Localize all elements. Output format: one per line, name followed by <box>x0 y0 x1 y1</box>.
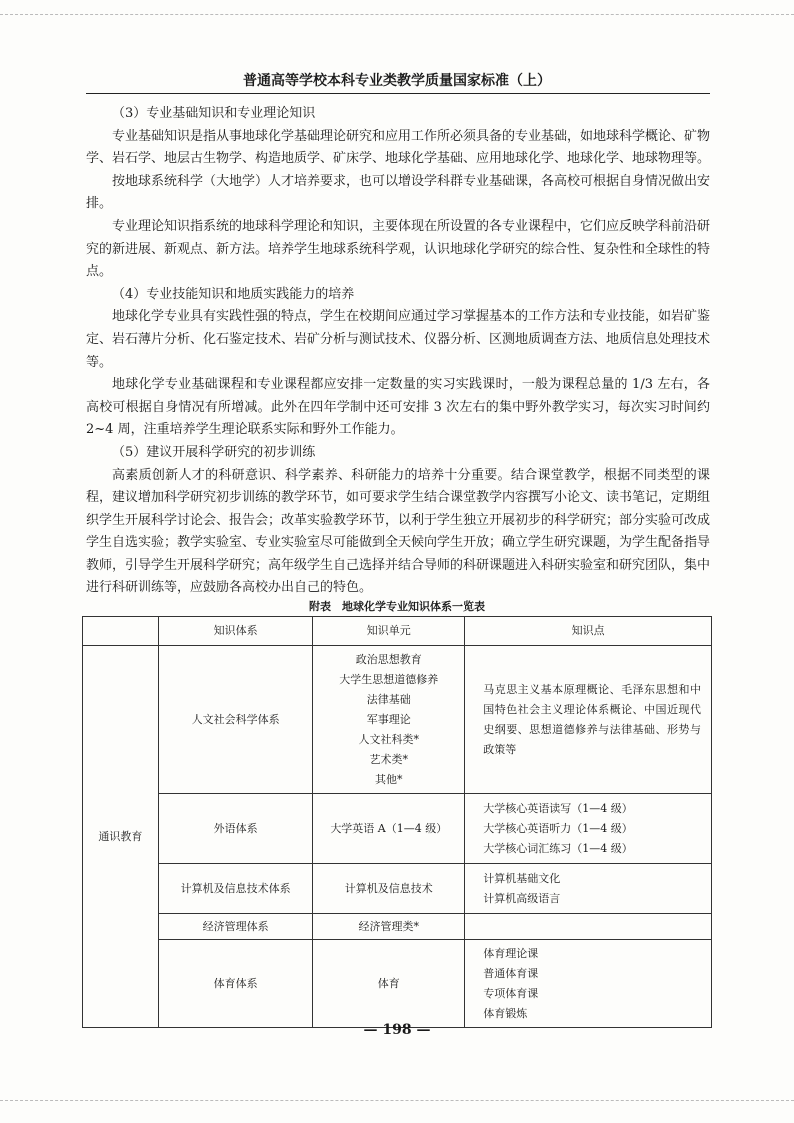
units-cell <box>313 646 465 794</box>
table-row <box>83 940 712 1028</box>
scan-edge-top <box>0 14 794 15</box>
table-title: 附表 地球化学专业知识体系一览表 <box>309 600 485 613</box>
unit-item: 大学生思想道德修养 <box>339 672 439 686</box>
section-heading: （4）专业技能知识和地质实践能力的培养 <box>112 286 355 302</box>
column-header: 知识体系 <box>158 617 313 646</box>
column-header: 知识单元 <box>313 617 465 646</box>
header-rule <box>86 93 710 94</box>
paragraph: 地球化学专业具有实践性强的特点，学生在校期间应通过学习掌握基本的工作方法和专业技能，如岩矿鉴定、岩石薄片分析、化石鉴定技术、岩矿分析与测试技术、仪器分析、区测地质调查方法、地质信息处理技术等。 <box>86 309 711 370</box>
system-cell: 体育体系 <box>158 940 313 1028</box>
unit-item: 艺术类* <box>369 752 409 766</box>
system-cell: 计算机及信息技术体系 <box>158 864 313 914</box>
paragraph: 按地球系统科学（大地学）人才培养要求，也可以增设学科群专业基础课，各高校可根据自身情况做出安排。 <box>86 173 711 212</box>
scan-edge-bottom <box>0 1100 794 1101</box>
points-cell <box>465 794 712 864</box>
table-row <box>83 646 712 794</box>
table-row <box>83 914 712 940</box>
body-text <box>86 103 710 600</box>
section-heading: （5）建议开展科学研究的初步训练 <box>112 444 316 460</box>
point-item: 大学核心英语听力（1—4 级） <box>483 821 633 835</box>
unit-item: 军事理论 <box>366 712 411 726</box>
unit-item: 人文社科类* <box>358 732 420 746</box>
points-cell <box>465 864 712 914</box>
table-row <box>83 864 712 914</box>
table-row <box>83 794 712 864</box>
section-heading: （3）专业基础知识和专业理论知识 <box>112 106 316 121</box>
header-blank-cell <box>83 617 159 646</box>
points-cell <box>465 914 712 940</box>
point-item: 体育理论课 <box>483 946 539 960</box>
system-cell: 经济管理体系 <box>158 914 313 940</box>
units-cell: 体育 <box>313 940 465 1028</box>
knowledge-system-table <box>82 616 712 1028</box>
paragraph: 专业基础知识是指从事地球化学基础理论研究和应用工作所必须具备的专业基础，如地球科学概论、矿物学、岩石学、地层古生物学、构造地质学、矿床学、地球化学基础、应用地球化学、地球化学、地球物理等。 <box>86 128 711 167</box>
units-cell: 经济管理类* <box>313 914 465 940</box>
point-item: 专项体育课 <box>483 986 539 1000</box>
running-header: 普通高等学校本科专业类教学质量国家标准（上） <box>243 73 551 89</box>
point-item: 计算机基础文化 <box>483 871 561 885</box>
table-header-row <box>83 617 712 646</box>
point-item: 体育锻炼 <box>483 1006 528 1020</box>
system-cell: 外语体系 <box>158 794 313 864</box>
unit-item: 其他* <box>375 772 403 786</box>
category-cell: 通识教育 <box>83 646 159 1028</box>
point-item: 大学核心词汇练习（1—4 级） <box>483 841 633 855</box>
paragraph: 专业理论知识指系统的地球科学理论和知识，主要体现在所设置的各专业课程中，它们应反映学科前沿研究的新进展、新观点、新方法。培养学生地球系统科学观，认识地球化学研究的综合性、复杂性和全球性的特点。 <box>86 218 711 280</box>
units-cell: 计算机及信息技术 <box>313 864 465 914</box>
unit-item: 法律基础 <box>366 692 411 706</box>
paragraph: 地球化学专业基础课程和专业课程都应安排一定数量的实习实践课时，一般为课程总量的 1/3 左右，各高校可根据自身情况有所增减。此外在四年学制中还可安排 3 次左右的集中野外教学实习，每次实习时间约 2~4 周，注重培养学生理论联系实际和野外工作能力。 <box>86 377 710 438</box>
points-cell <box>465 940 712 1028</box>
page-number: — 198 — <box>363 1022 431 1038</box>
point-item: 计算机高级语言 <box>483 891 561 905</box>
units-cell: 大学英语 A（1—4 级） <box>313 794 465 864</box>
point-item: 大学核心英语读写（1—4 级） <box>483 801 633 815</box>
system-cell: 人文社会科学体系 <box>158 646 313 794</box>
paragraph: 高素质创新人才的科研意识、科学素养、科研能力的培养十分重要。结合课堂教学，根据不同类型的课程，建议增加科学研究初步训练的教学环节，如可要求学生结合课堂教学内容撰写小论文、读书笔记，定期组织学生开展科学讨论会、报告会；改革实验教学环节，以利于学生独立开展初步的科学研究；部分实验可改成学生自选实验；教学实验室、专业实验室尽可能做到全天候向学生开放；确立学生研究课题，为学生配备指导教师，引导学生开展科学研究；高年级学生自己选择并结合导师的科研课题进入科研实验室和研究团队，集中进行科研训练等，应鼓励各高校办出自己的特色。 <box>86 467 711 596</box>
points-cell: 马克思主义基本原理概论、毛泽东思想和中国特色社会主义理论体系概论、中国近现代史纲要、思想道德修养与法律基础、形势与政策等 <box>465 646 712 794</box>
column-header: 知识点 <box>465 617 712 646</box>
unit-item: 政治思想教育 <box>355 652 422 666</box>
point-item: 普通体育课 <box>483 966 539 980</box>
